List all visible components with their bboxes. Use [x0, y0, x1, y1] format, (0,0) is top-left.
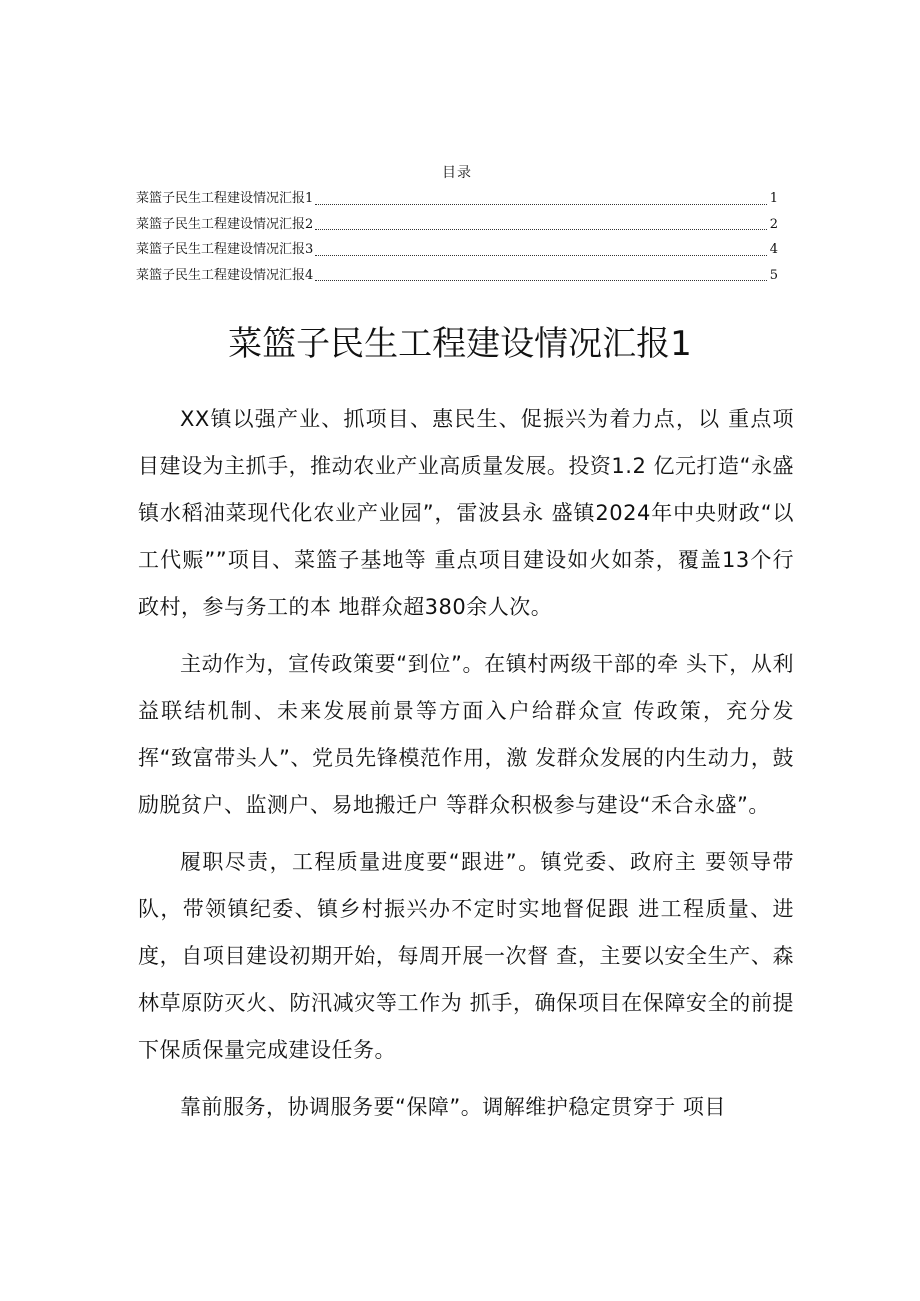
toc-entry[interactable]	[136, 186, 778, 212]
toc-entry[interactable]	[136, 212, 778, 238]
document-body	[138, 396, 794, 1141]
toc-entry[interactable]	[136, 263, 778, 289]
table-of-contents	[136, 163, 778, 288]
body-paragraph: 靠前服务，协调服务要“保障”。调解维护稳定贯穿于 项目	[180, 1095, 726, 1119]
toc-leader-dots	[315, 255, 766, 256]
toc-entry-page: 5	[769, 267, 778, 283]
toc-entry-page: 2	[769, 216, 778, 232]
body-paragraph: 主动作为，宣传政策要“到位”。在镇村两级干部的牵 头下，从利益联结机制、未来发展前景等方面入户给群众宣 传政策，充分发挥“致富带头人”、党员先锋模范作用，激 发群众发展的内生动力，鼓励脱贫户、监测户、易地搬迁户 等群众积极参与建设“禾合永盛”。	[138, 652, 794, 817]
toc-entry-page: 4	[769, 242, 778, 257]
toc-leader-dots	[315, 204, 766, 205]
body-paragraph: XX镇以强产业、抓项目、惠民生、促振兴为着力点，以 重点项目建设为主抓手，推动农业产业高质量发展。投资1.2 亿元打造“永盛镇水稻油菜现代化农业产业园”，雷波县永 盛镇2024年中央财政“以工代赈””项目、菜篮子基地等 重点项目建设如火如荼，覆盖13个行政村，参与务工的本 地群众超380余人次。	[138, 407, 794, 619]
toc-entry-label: 菜篮子民生工程建设情况汇报1	[136, 191, 314, 206]
toc-entry[interactable]	[136, 237, 778, 263]
toc-entry-label: 菜篮子民生工程建设情况汇报2	[136, 216, 314, 232]
toc-entry-page: 1	[769, 191, 778, 206]
toc-title: 目录	[442, 165, 472, 181]
toc-leader-dots	[315, 280, 766, 281]
body-paragraph: 履职尽责，工程质量进度要“跟进”。镇党委、政府主 要领导带队，带领镇纪委、镇乡村振兴办不定时实地督促跟 进工程质量、进度，自项目建设初期开始，每周开展一次督 查，主要以安全生产、森林草原防灭火、防汛减灾等工作为 抓手，确保项目在保障安全的前提下保质保量完成建设任务。	[138, 850, 794, 1062]
toc-entry-label: 菜篮子民生工程建设情况汇报4	[136, 267, 314, 283]
document-title: 菜篮子民生工程建设情况汇报1	[228, 324, 692, 364]
toc-leader-dots	[315, 229, 766, 230]
toc-entry-label: 菜篮子民生工程建设情况汇报3	[136, 242, 314, 257]
